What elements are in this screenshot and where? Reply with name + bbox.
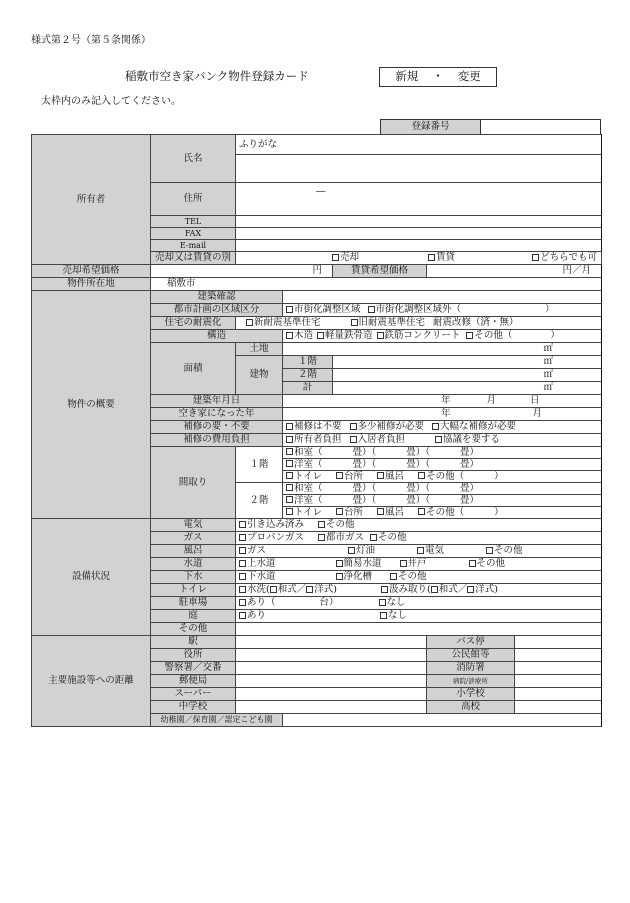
either-checkbox[interactable]: [532, 254, 539, 261]
tatami-unit: 畳）（: [406, 482, 431, 494]
city-office-label: 役所: [151, 649, 236, 662]
parking-no-checkbox[interactable]: [379, 599, 386, 606]
garden-yes-label: あり: [247, 610, 267, 622]
water-options: [236, 558, 602, 571]
floor2-facilities: [283, 507, 602, 519]
japanese-room-label: 和室（: [294, 446, 323, 458]
western-style-label: 洋式): [314, 584, 337, 596]
toilet-type-label: トイレ: [151, 584, 236, 597]
propane-label: プロパンガス: [247, 532, 305, 544]
sale-option-label: 売却: [340, 252, 360, 264]
hospital-label: 病院/診療所: [427, 675, 515, 688]
septic-label: 浄化槽: [343, 571, 373, 583]
western-room-label: 洋室（: [294, 458, 323, 470]
floor1-western-rooms[interactable]: [283, 459, 602, 471]
bath-oil-checkbox[interactable]: [348, 547, 355, 554]
electric-other-checkbox[interactable]: [318, 521, 325, 528]
western-room-label: 洋室（: [294, 494, 323, 506]
bath-checkbox[interactable]: [377, 508, 384, 515]
rc-checkbox[interactable]: [377, 332, 384, 339]
bus-stop-label: バス停: [427, 636, 515, 649]
furigana-label: ふりがな: [239, 138, 278, 150]
floor2-japanese-rooms[interactable]: [283, 483, 602, 495]
zone-out-label: 市街化調整区域外（: [375, 304, 462, 316]
owner-section-label: 所有者: [32, 135, 151, 265]
western-style-label: 洋式): [475, 584, 498, 596]
bath-label: 風呂: [385, 470, 405, 482]
tatami-unit: 畳）（: [406, 446, 431, 458]
room-other-checkbox[interactable]: [418, 508, 425, 515]
location-field[interactable]: [151, 278, 602, 291]
tel-label: TEL: [151, 216, 236, 228]
month-unit: 月: [486, 395, 497, 407]
structure-options: [283, 330, 602, 343]
year-unit: 年: [441, 408, 451, 420]
fax-field[interactable]: [236, 228, 602, 240]
email-field[interactable]: [236, 240, 602, 252]
layout-floor2-label: ２階: [236, 483, 283, 519]
facility-section-label: 設備状況: [32, 519, 151, 636]
owner-name-label: 氏名: [151, 135, 236, 183]
toilet-label: トイレ: [294, 506, 323, 518]
water-simple-checkbox[interactable]: [336, 560, 343, 567]
pump-western-checkbox[interactable]: [467, 586, 474, 593]
tatami-unit: 畳）: [460, 482, 480, 494]
tatami-unit: 畳）（: [352, 446, 377, 458]
cost-tenant-label: 入居者負担: [357, 434, 406, 446]
zone-in-label: 市街化調整区域: [294, 304, 361, 316]
tatami-unit: 畳）: [460, 458, 480, 470]
water-other-label: その他: [476, 558, 506, 570]
water-other-checkbox[interactable]: [469, 560, 476, 567]
repair-none-label: 補修は不要: [294, 421, 342, 433]
station-field[interactable]: [236, 636, 427, 649]
layout-floor1-label: １階: [236, 447, 283, 483]
wood-label: 木造: [294, 330, 314, 342]
gas-options: [236, 532, 602, 545]
either-option-label: どちらでも可: [540, 252, 597, 264]
quake-retro-label: 耐震改修（済・無）: [433, 317, 519, 329]
registration-number-label: 登録番号: [381, 120, 481, 134]
city-office-field[interactable]: [236, 649, 427, 662]
japanese-style-label: 和式: [277, 584, 297, 596]
bath-other-checkbox[interactable]: [486, 547, 493, 554]
bath-oil-label: 灯油: [356, 545, 376, 557]
building-label: 建物: [236, 356, 283, 395]
repair-major-label: 大幅な補修が必要: [440, 421, 517, 433]
quake-label: 住宅の耐震化: [151, 317, 236, 330]
public-hall-label: 公民館等: [427, 649, 515, 662]
repair-some-label: 多少補修が必要: [357, 421, 425, 433]
japanese-room-label: 和室（: [294, 482, 323, 494]
elementary-label: 小学校: [427, 688, 515, 701]
repair-cost-options: [283, 434, 602, 447]
tatami-unit: 畳）（: [352, 458, 377, 470]
owner-furigana-field[interactable]: [236, 135, 602, 155]
steel-label: 軽量鉄骨造: [325, 330, 373, 342]
sewer-main-label: 下水道: [247, 571, 276, 583]
electric-in-checkbox[interactable]: [239, 521, 246, 528]
flush-checkbox[interactable]: [239, 586, 246, 593]
sale-type-options: [236, 252, 602, 265]
junior-high-field[interactable]: [236, 701, 427, 714]
flush-western-checkbox[interactable]: [306, 586, 313, 593]
fire-station-field[interactable]: [515, 662, 602, 675]
paren-close: ）: [494, 506, 504, 518]
rent-price-field[interactable]: [427, 265, 602, 278]
sewer-label: 下水: [151, 571, 236, 584]
instruction-text: 太枠内のみ記入してください。: [41, 96, 181, 107]
kitchen-checkbox[interactable]: [336, 472, 343, 479]
flush-japanese-checkbox[interactable]: [270, 586, 277, 593]
parking-yes-checkbox[interactable]: [239, 599, 246, 606]
electric-options: [236, 519, 602, 532]
water-well-checkbox[interactable]: [400, 560, 407, 567]
city-gas-checkbox[interactable]: [318, 534, 325, 541]
bus-stop-field[interactable]: [515, 636, 602, 649]
tatami-unit: 畳）: [460, 446, 480, 458]
kindergarten-label: 幼稚園／保育園／認定こども園: [151, 714, 283, 727]
paren-close: ）: [550, 330, 560, 342]
cost-consult-checkbox[interactable]: [435, 436, 442, 443]
total-area-field[interactable]: [333, 382, 602, 395]
garden-no-checkbox[interactable]: [380, 612, 387, 619]
quake-new-checkbox[interactable]: [246, 319, 253, 326]
facility-other-label: その他: [151, 623, 236, 636]
garden-yes-checkbox[interactable]: [239, 612, 246, 619]
sewer-other-checkbox[interactable]: [390, 573, 397, 580]
built-date-field[interactable]: [283, 395, 602, 408]
year-unit: 年: [441, 395, 451, 407]
tatami-unit: 畳）: [460, 494, 480, 506]
parking-options: [236, 597, 602, 610]
distance-section-label: 主要施設等への距離: [32, 636, 151, 727]
sewer-options: [236, 571, 602, 584]
rc-label: 鉄筋コンクリート: [384, 330, 461, 342]
sale-checkbox[interactable]: [332, 254, 339, 261]
registration-form-table: [31, 134, 602, 727]
parking-units: 台）: [319, 597, 339, 609]
cost-owner-checkbox[interactable]: [286, 436, 293, 443]
build-confirm-label: 建築確認: [151, 291, 283, 304]
supermarket-label: スーパー: [151, 688, 236, 701]
rent-checkbox[interactable]: [428, 254, 435, 261]
water-simple-label: 簡易水道: [343, 558, 382, 570]
zoning-label: 都市計画の区域区分: [151, 304, 283, 317]
mode-separator: ・: [432, 69, 444, 84]
bath-options: [236, 545, 602, 558]
tatami-unit: 畳）（: [352, 494, 377, 506]
repair-major-checkbox[interactable]: [432, 423, 439, 430]
pump-checkbox[interactable]: [381, 586, 388, 593]
propane-checkbox[interactable]: [239, 534, 246, 541]
vacant-year-field[interactable]: [283, 408, 602, 421]
sale-price-field[interactable]: [151, 265, 333, 278]
bath-label: 風呂: [385, 506, 405, 518]
post-office-field[interactable]: [236, 675, 427, 688]
sale-price-label: 売却希望価格: [32, 265, 151, 278]
toilet-type-options: [236, 584, 602, 597]
month-unit: 月: [532, 408, 543, 420]
electric-label: 電気: [151, 519, 236, 532]
hospital-field[interactable]: [515, 675, 602, 688]
floor2-area-field[interactable]: [333, 369, 602, 382]
japanese-style-label: 和式: [438, 584, 458, 596]
electric-other-label: その他: [326, 519, 355, 531]
location-label: 物件所在地: [32, 278, 151, 291]
high-school-label: 高校: [427, 701, 515, 714]
sqm-unit: ㎡: [543, 382, 554, 394]
rent-option-label: 賃貸: [436, 252, 456, 264]
junior-high-label: 中学校: [151, 701, 236, 714]
facility-other-field[interactable]: [236, 623, 602, 636]
flush-label: 水洗(: [247, 584, 270, 596]
repair-need-options: [283, 421, 602, 434]
police-label: 警察署／交番: [151, 662, 236, 675]
city-gas-label: 都市ガス: [326, 532, 365, 544]
gas-other-checkbox[interactable]: [370, 534, 377, 541]
cost-consult-label: 協議を要する: [443, 434, 501, 446]
sewer-main-checkbox[interactable]: [239, 573, 246, 580]
septic-checkbox[interactable]: [336, 573, 343, 580]
gas-other-label: その他: [378, 532, 407, 544]
quake-old-label: 旧耐震基準住宅: [358, 317, 426, 329]
struct-other-label: その他（: [474, 330, 513, 342]
email-label: E-mail: [151, 240, 236, 252]
public-hall-field[interactable]: [515, 649, 602, 662]
vacant-year-label: 空き家になった年: [151, 408, 283, 421]
zone-in-checkbox[interactable]: [286, 306, 293, 313]
sqm-unit: ㎡: [543, 356, 554, 368]
toilet-checkbox[interactable]: [286, 508, 293, 515]
kindergarten-field[interactable]: [283, 714, 602, 727]
bath-checkbox[interactable]: [377, 472, 384, 479]
tatami-unit: 畳）（: [352, 482, 377, 494]
bath-electric-label: 電気: [425, 545, 445, 557]
zoning-options: [283, 304, 602, 317]
post-office-label: 郵便局: [151, 675, 236, 688]
station-label: 駅: [151, 636, 236, 649]
toilet-checkbox[interactable]: [286, 472, 293, 479]
repair-cost-label: 補修の費用負担: [151, 434, 283, 447]
overview-section-label: 物件の概要: [32, 291, 151, 519]
bath-gas-checkbox[interactable]: [239, 547, 246, 554]
parking-yes-label: あり（: [247, 597, 276, 609]
owner-address-label: 住所: [151, 183, 236, 216]
garden-label: 庭: [151, 610, 236, 623]
rent-price-label: 賃貸希望価格: [333, 265, 427, 278]
kitchen-checkbox[interactable]: [336, 508, 343, 515]
location-value: 稲敷市: [167, 278, 196, 290]
police-field[interactable]: [236, 662, 427, 675]
sqm-unit: ㎡: [543, 343, 554, 355]
sewer-other-label: その他: [398, 571, 427, 583]
slash: ／: [457, 584, 468, 596]
pump-japanese-checkbox[interactable]: [431, 586, 438, 593]
land-area-field[interactable]: [283, 343, 602, 356]
mode-new[interactable]: 新規: [395, 69, 419, 84]
slash: ／: [296, 584, 307, 596]
parking-label: 駐車場: [151, 597, 236, 610]
wood-checkbox[interactable]: [286, 332, 293, 339]
floor1-area-field[interactable]: [333, 356, 602, 369]
cost-tenant-checkbox[interactable]: [350, 436, 357, 443]
repair-need-label: 補修の要・不要: [151, 421, 283, 434]
floor1-area-label: １階: [283, 356, 333, 369]
cost-owner-label: 所有者負担: [294, 434, 342, 446]
sale-type-label: 売却又は賃貸の別: [151, 252, 236, 265]
high-school-field[interactable]: [515, 701, 602, 714]
bath-other-label: その他: [494, 545, 523, 557]
quake-new-label: 新耐震基準住宅: [254, 317, 321, 329]
steel-checkbox[interactable]: [317, 332, 324, 339]
garden-options: [236, 610, 602, 623]
water-main-checkbox[interactable]: [239, 560, 246, 567]
room-other-label: その他（: [426, 470, 465, 482]
repair-some-checkbox[interactable]: [350, 423, 357, 430]
quake-old-checkbox[interactable]: [351, 319, 358, 326]
parking-no-label: なし: [386, 597, 406, 609]
toilet-label: トイレ: [294, 470, 323, 482]
fire-station-label: 消防署: [427, 662, 515, 675]
paren-close: ）: [545, 304, 555, 316]
pump-label: 汲み取り(: [388, 584, 431, 596]
tatami-unit: 畳）（: [406, 458, 431, 470]
built-date-label: 建築年月日: [151, 395, 283, 408]
area-label: 面積: [151, 343, 236, 395]
floor1-japanese-rooms[interactable]: [283, 447, 602, 459]
repair-none-checkbox[interactable]: [286, 423, 293, 430]
yen-unit: 円: [312, 265, 322, 277]
owner-address-field[interactable]: [236, 183, 602, 216]
registration-type-box[interactable]: [379, 67, 497, 87]
water-label: 水道: [151, 558, 236, 571]
quake-options: [236, 317, 602, 330]
day-unit: 日: [530, 395, 540, 407]
zone-out-checkbox[interactable]: [368, 306, 375, 313]
fax-label: FAX: [151, 228, 236, 240]
floor2-area-label: ２階: [283, 369, 333, 382]
total-area-label: 計: [283, 382, 333, 395]
room-other-label: その他（: [426, 506, 465, 518]
bath-facility-label: 風呂: [151, 545, 236, 558]
layout-label: 間取り: [151, 447, 236, 519]
structure-label: 構造: [151, 330, 283, 343]
water-well-label: 井戸: [407, 558, 427, 570]
registration-number-box: [380, 119, 601, 134]
kitchen-label: 台所: [344, 470, 364, 482]
floor1-facilities: [283, 471, 602, 483]
build-confirm-field[interactable]: [283, 291, 602, 304]
supermarket-field[interactable]: [236, 688, 427, 701]
bath-gas-label: ガス: [247, 545, 267, 557]
tel-field[interactable]: [236, 216, 602, 228]
elementary-field[interactable]: [515, 688, 602, 701]
address-dash: ―: [316, 186, 326, 197]
paren-close: ）: [494, 470, 504, 482]
water-main-label: 上水道: [247, 558, 276, 570]
tatami-unit: 畳）（: [406, 494, 431, 506]
form-number: 様式第２号（第５条関係）: [31, 35, 151, 46]
room-other-checkbox[interactable]: [418, 472, 425, 479]
bath-electric-checkbox[interactable]: [417, 547, 424, 554]
mode-change[interactable]: 変更: [457, 69, 481, 84]
form-title: 稲敷市空き家バンク物件登録カード: [125, 69, 309, 83]
gas-label: ガス: [151, 532, 236, 545]
yen-month-unit: 円／月: [562, 265, 592, 277]
sqm-unit: ㎡: [543, 369, 554, 381]
land-label: 土地: [236, 343, 283, 356]
kitchen-label: 台所: [344, 506, 364, 518]
struct-other-checkbox[interactable]: [466, 332, 473, 339]
floor2-western-rooms[interactable]: [283, 495, 602, 507]
garden-no-label: なし: [388, 610, 408, 622]
electric-in-label: 引き込み済み: [247, 519, 305, 531]
owner-name-field[interactable]: [236, 155, 602, 183]
